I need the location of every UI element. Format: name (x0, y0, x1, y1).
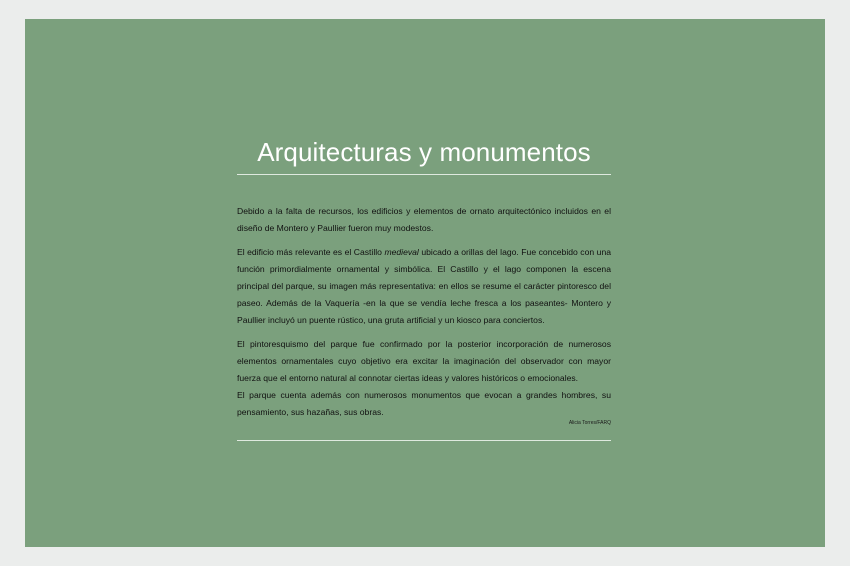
article-body (237, 203, 611, 421)
bottom-divider (237, 440, 611, 441)
paragraph-3: El pintoresquismo del parque fue confirmado por la posterior incorporación de numerosos elementos ornamentales cuyo objetivo era excitar la imaginación del observador con mayor fuerza que el entorno natural al connotar ciertas ideas y valores históricos o emocionales. (237, 339, 611, 383)
paragraph-4: El parque cuenta además con numerosos monumentos que evocan a grandes hombres, su pensamiento, sus hazañas, sus obras. (237, 390, 611, 417)
photo-credit: Alicia Torres/FARQ (568, 420, 611, 426)
paragraph-1: Debido a la falta de recursos, los edificios y elementos de ornato arquitectónico incluidos en el diseño de Montero y Paullier fueron muy modestos. (237, 206, 611, 233)
page-title: Arquitecturas y monumentos (257, 137, 591, 167)
content-panel (25, 19, 825, 547)
paragraph-2-end: ubicado a orillas del lago. Fue concebido con una función primordialmente ornamental y simbólica. El Castillo y el lago componen la escena principal del parque, su imagen más representativa: en ellos se resume el carácter pintoresco del paseo. Además de la Vaquería -en la que se vendía leche fresca a los paseantes- Montero y Paullier incluyó un puente rústico, una gruta artificial y un kiosco para conciertos. (237, 247, 611, 325)
article (237, 134, 611, 441)
title-divider (237, 174, 611, 175)
paragraph-2-start: El edificio más relevante es el Castillo (237, 247, 385, 257)
paragraph-2-italic: medieval (384, 247, 419, 257)
paragraph-2 (237, 244, 611, 329)
